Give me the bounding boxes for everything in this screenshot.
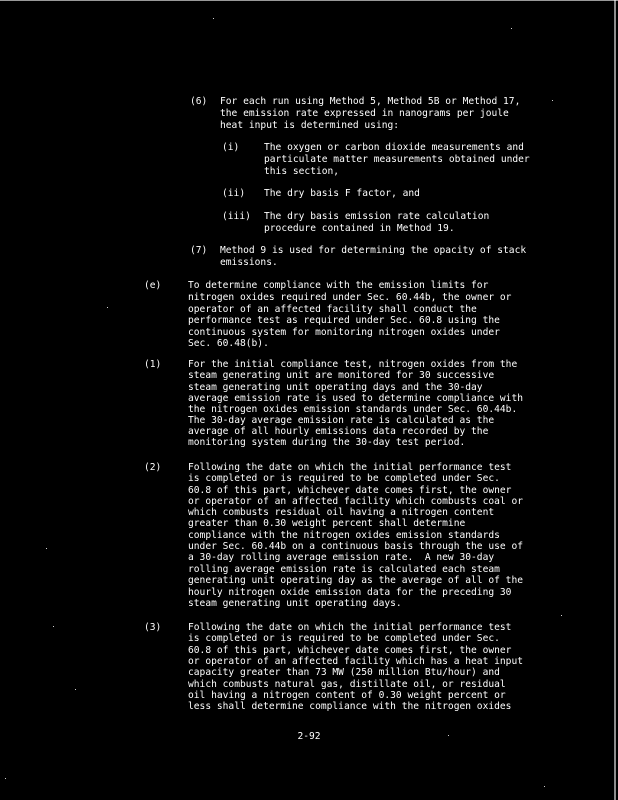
item-6-i-line: The oxygen or carbon dioxide measurements and bbox=[264, 142, 524, 153]
item-e-3-line: capacity greater than 73 MW (250 million Btu/hour) and bbox=[188, 667, 500, 678]
item-e-1-number: (1) bbox=[144, 359, 162, 370]
scan-speck bbox=[53, 626, 54, 627]
item-e-3-line: 60.8 of this part, whichever date comes first, the owner bbox=[188, 645, 512, 656]
scan-top-edge bbox=[0, 0, 618, 1]
item-e-2-line: 60.8 of this part, whichever date comes first, the owner bbox=[188, 485, 512, 496]
item-e-line: nitrogen oxides required under Sec. 60.44b, the owner or bbox=[188, 292, 512, 303]
scan-speck bbox=[213, 18, 214, 19]
item-e-2-line: generating unit operating day as the average of all of the bbox=[188, 575, 524, 586]
item-7-line: Method 9 is used for determining the opacity of stack bbox=[220, 245, 527, 256]
scan-speck bbox=[75, 689, 76, 690]
item-6-number: (6) bbox=[190, 96, 208, 107]
scan-speck bbox=[552, 100, 553, 101]
item-6-i-line: particulate matter measurements obtained under bbox=[264, 154, 530, 165]
item-6-line: heat input is determined using: bbox=[220, 120, 400, 131]
item-e-1-line: For the initial compliance test, nitrogen oxides from the bbox=[188, 359, 518, 370]
item-e-line: performance test as required under Sec. 60.8 using the bbox=[188, 315, 500, 326]
item-e-1-line: average of all hourly emissions data recorded by the bbox=[188, 426, 489, 437]
item-6-i-number: (i) bbox=[222, 142, 240, 153]
item-e-2-line: steam generating unit operating days. bbox=[188, 598, 402, 609]
item-e-2-number: (2) bbox=[144, 462, 162, 473]
item-e-2-line: greater than 0.30 weight percent shall determine bbox=[188, 518, 466, 529]
item-e-3-number: (3) bbox=[144, 622, 162, 633]
item-6-iii-number: (iii) bbox=[222, 211, 251, 222]
item-e-3-line: is completed or is required to be completed under Sec. bbox=[188, 633, 500, 644]
item-e-2-line: which combusts residual oil having a nitrogen content bbox=[188, 507, 495, 518]
item-e-3-line: which combusts natural gas, distillate oil, or residual bbox=[188, 679, 506, 690]
item-e-2-line: is completed or is required to be completed under Sec. bbox=[188, 473, 500, 484]
item-6-ii-number: (ii) bbox=[222, 188, 246, 199]
item-6-line: For each run using Method 5, Method 5B or Method 17, bbox=[220, 96, 521, 107]
item-e-2-line: compliance with the nitrogen oxides emission standards bbox=[188, 530, 500, 541]
scan-speck bbox=[107, 307, 108, 308]
item-6-iii-line: The dry basis emission rate calculation bbox=[264, 211, 490, 222]
item-e-1-line: steam generating unit operating days and the 30-day bbox=[188, 382, 483, 393]
item-e-2-line: hourly nitrogen oxide emission data for the preceding 30 bbox=[188, 587, 512, 598]
item-e-line: To determine compliance with the emission limits for bbox=[188, 280, 489, 291]
scan-speck bbox=[511, 28, 512, 29]
item-7-line: emissions. bbox=[220, 257, 278, 268]
item-6-iii-line: procedure contained in Method 19. bbox=[264, 223, 455, 234]
item-e-line: Sec. 60.48(b). bbox=[188, 338, 269, 349]
item-7-number: (7) bbox=[190, 245, 208, 256]
item-e-1-line: the nitrogen oxides emission standards under Sec. 60.44b. bbox=[188, 404, 518, 415]
item-e-3-line: less shall determine compliance with the nitrogen oxides bbox=[188, 701, 512, 712]
item-e-1-line: steam generating unit are monitored for 30 successive bbox=[188, 370, 495, 381]
item-e-3-line: Following the date on which the initial performance test bbox=[188, 622, 512, 633]
item-e-1-line: monitoring system during the 30-day test period. bbox=[188, 437, 466, 448]
page-number: 2-92 bbox=[297, 731, 321, 742]
item-6-ii-line: The dry basis F factor, and bbox=[264, 188, 420, 199]
item-6-i-line: this section, bbox=[264, 166, 340, 177]
item-e-1-line: average emission rate is used to determine compliance with bbox=[188, 393, 524, 404]
scan-speck bbox=[46, 548, 47, 549]
item-e-2-line: Following the date on which the initial performance test bbox=[188, 462, 512, 473]
scan-right-edge bbox=[614, 0, 616, 800]
scan-speck bbox=[448, 735, 449, 736]
item-e-1-line: The 30-day average emission rate is calculated as the bbox=[188, 415, 495, 426]
item-e-2-line: rolling average emission rate is calculated each steam bbox=[188, 564, 500, 575]
item-e-3-line: or operator of an affected facility which has a heat input bbox=[188, 656, 524, 667]
scan-speck bbox=[561, 615, 562, 616]
item-e-2-line: under Sec. 60.44b on a continuous basis through the use of bbox=[188, 541, 524, 552]
item-e-number: (e) bbox=[144, 280, 162, 291]
scan-speck bbox=[5, 778, 6, 779]
item-e-2-line: or operator of an affected facility which combusts coal or bbox=[188, 496, 524, 507]
item-e-line: continuous system for monitoring nitrogen oxides under bbox=[188, 327, 500, 338]
item-e-3-line: oil having a nitrogen content of 0.30 weight percent or bbox=[188, 690, 506, 701]
item-e-2-line: a 30-day rolling average emission rate. A new 30-day bbox=[188, 552, 495, 563]
item-6-line: the emission rate expressed in nanograms per joule bbox=[220, 108, 509, 119]
scan-speck bbox=[544, 786, 545, 787]
item-e-line: operator of an affected facility shall conduct the bbox=[188, 304, 477, 315]
